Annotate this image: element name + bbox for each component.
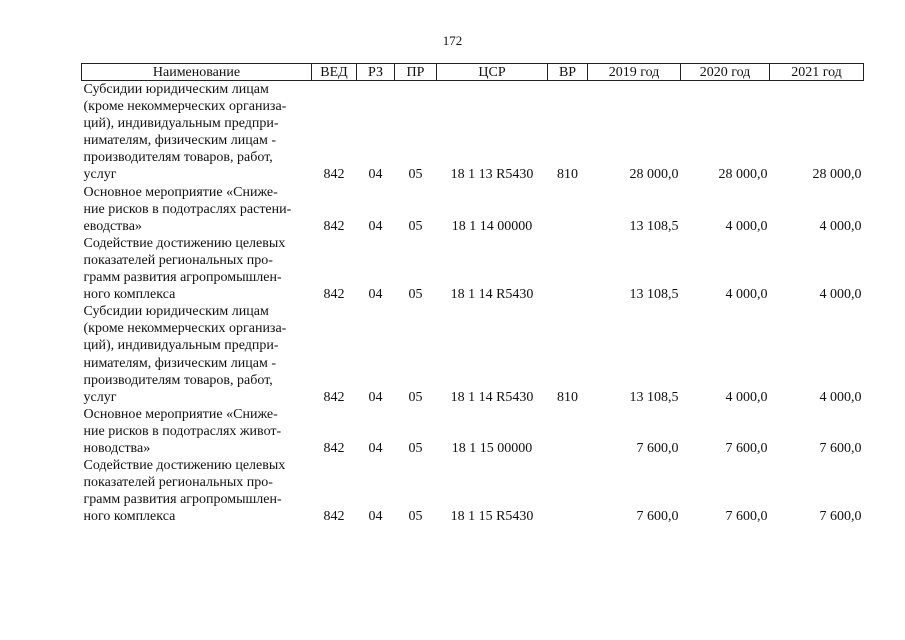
- cell-2020: 7 600,0: [725, 509, 768, 525]
- cell-rz: 04: [368, 218, 383, 234]
- name-line: Субсидии юридическим лицам: [83, 82, 269, 97]
- cell-2021: 4 000,0: [819, 389, 862, 405]
- table-row: [82, 303, 864, 406]
- cell-name: [82, 184, 312, 235]
- cell-name: [82, 406, 312, 457]
- name-line: нимателям, физическим лицам -: [83, 355, 276, 371]
- table-body: [82, 81, 864, 526]
- cell-2020: 4 000,0: [725, 218, 768, 234]
- name-line: (кроме некоммерческих организа-: [83, 321, 287, 337]
- cell-csr: 18 1 14 R5430: [450, 389, 534, 405]
- cell-csr: 18 1 15 R5430: [450, 509, 534, 525]
- cell-vr: [548, 235, 588, 303]
- cell-2019: 13 108,5: [629, 287, 679, 303]
- cell-2019: 13 108,5: [629, 389, 679, 405]
- cell-pr: 05: [408, 509, 423, 525]
- cell-2019: 13 108,5: [629, 218, 679, 234]
- cell-2021: 7 600,0: [819, 440, 862, 456]
- cell-name: [82, 235, 312, 303]
- name-line: производителям товаров, работ,: [83, 372, 273, 388]
- cell-vr: [548, 457, 588, 525]
- name-line: производителям товаров, работ,: [83, 150, 273, 166]
- cell-2019: 7 600,0: [636, 440, 679, 456]
- name-line: показателей региональных про-: [83, 252, 273, 268]
- cell-pr: 05: [408, 287, 423, 303]
- cell-2020: 4 000,0: [725, 389, 768, 405]
- cell-2021: 28 000,0: [812, 167, 862, 183]
- cell-2021: 4 000,0: [819, 287, 862, 303]
- table-row: [82, 235, 864, 303]
- cell-2021: 7 600,0: [819, 509, 862, 525]
- header-ved: ВЕД: [312, 64, 357, 81]
- page-number: 172: [442, 33, 463, 48]
- header-pr: ПР: [395, 64, 437, 81]
- cell-2020: 4 000,0: [725, 287, 768, 303]
- cell-pr: 05: [408, 167, 423, 183]
- cell-name: [82, 303, 312, 406]
- name-line: ние рисков в подотраслях растени-: [83, 201, 292, 217]
- cell-rz: 04: [368, 287, 383, 303]
- cell-pr: 05: [408, 440, 423, 456]
- cell-pr: 05: [408, 218, 423, 234]
- table-row: [82, 406, 864, 457]
- cell-vr: 810: [557, 389, 578, 405]
- name-line: ного комплекса: [83, 287, 176, 303]
- table-row: [82, 184, 864, 235]
- cell-ved: 842: [323, 389, 345, 405]
- name-line: ного комплекса: [83, 509, 176, 525]
- header-2019: 2019 год: [588, 64, 681, 81]
- name-line: (кроме некоммерческих организа-: [83, 99, 287, 115]
- name-line: грамм развития агропромышлен-: [83, 492, 282, 508]
- cell-rz: 04: [368, 509, 383, 525]
- name-line: услуг: [83, 167, 117, 183]
- cell-2021: 4 000,0: [819, 218, 862, 234]
- header-2021: 2021 год: [770, 64, 864, 81]
- cell-vr: [548, 406, 588, 457]
- cell-csr: 18 1 14 00000: [451, 218, 533, 234]
- cell-2020: 7 600,0: [725, 440, 768, 456]
- name-line: Основное мероприятие «Сниже-: [83, 184, 278, 200]
- name-line: услуг: [83, 389, 117, 405]
- cell-name: [82, 81, 312, 184]
- cell-vr: [548, 184, 588, 235]
- cell-csr: 18 1 14 R5430: [450, 287, 534, 303]
- cell-ved: 842: [323, 509, 345, 525]
- cell-pr: 05: [408, 389, 423, 405]
- header-vr: ВР: [548, 64, 588, 81]
- cell-rz: 04: [368, 167, 383, 183]
- cell-ved: 842: [323, 287, 345, 303]
- cell-rz: 04: [368, 440, 383, 456]
- cell-ved: 842: [323, 440, 345, 456]
- name-line: ций), индивидуальным предпри-: [83, 116, 279, 132]
- cell-2019: 7 600,0: [636, 509, 679, 525]
- cell-2020: 28 000,0: [718, 167, 768, 183]
- cell-name: [82, 457, 312, 525]
- header-rz: РЗ: [357, 64, 395, 81]
- cell-ved: 842: [323, 167, 345, 183]
- header-name: Наименование: [82, 64, 312, 81]
- cell-csr: 18 1 15 00000: [451, 440, 533, 456]
- budget-table: [81, 63, 864, 525]
- name-line: показателей региональных про-: [83, 475, 273, 491]
- name-line: новодства»: [83, 440, 151, 456]
- name-line: Субсидии юридическим лицам: [83, 304, 269, 320]
- name-line: ций), индивидуальным предпри-: [83, 338, 279, 354]
- cell-csr: 18 1 13 R5430: [450, 167, 534, 183]
- header-2020: 2020 год: [681, 64, 770, 81]
- name-line: грамм развития агропромышлен-: [83, 270, 282, 286]
- cell-rz: 04: [368, 389, 383, 405]
- cell-vr: 810: [557, 167, 578, 183]
- name-line: Содействие достижению целевых: [83, 235, 286, 251]
- header-csr: ЦСР: [437, 64, 548, 81]
- name-line: Содействие достижению целевых: [83, 458, 286, 474]
- name-line: еводства»: [83, 218, 142, 234]
- name-line: нимателям, физическим лицам -: [83, 133, 276, 149]
- table-row: [82, 81, 864, 184]
- name-line: ние рисков в подотраслях живот-: [83, 423, 282, 439]
- cell-2019: 28 000,0: [629, 167, 679, 183]
- table-header: [82, 64, 864, 81]
- cell-ved: 842: [323, 218, 345, 234]
- table-row: [82, 457, 864, 525]
- name-line: Основное мероприятие «Сниже-: [83, 406, 278, 422]
